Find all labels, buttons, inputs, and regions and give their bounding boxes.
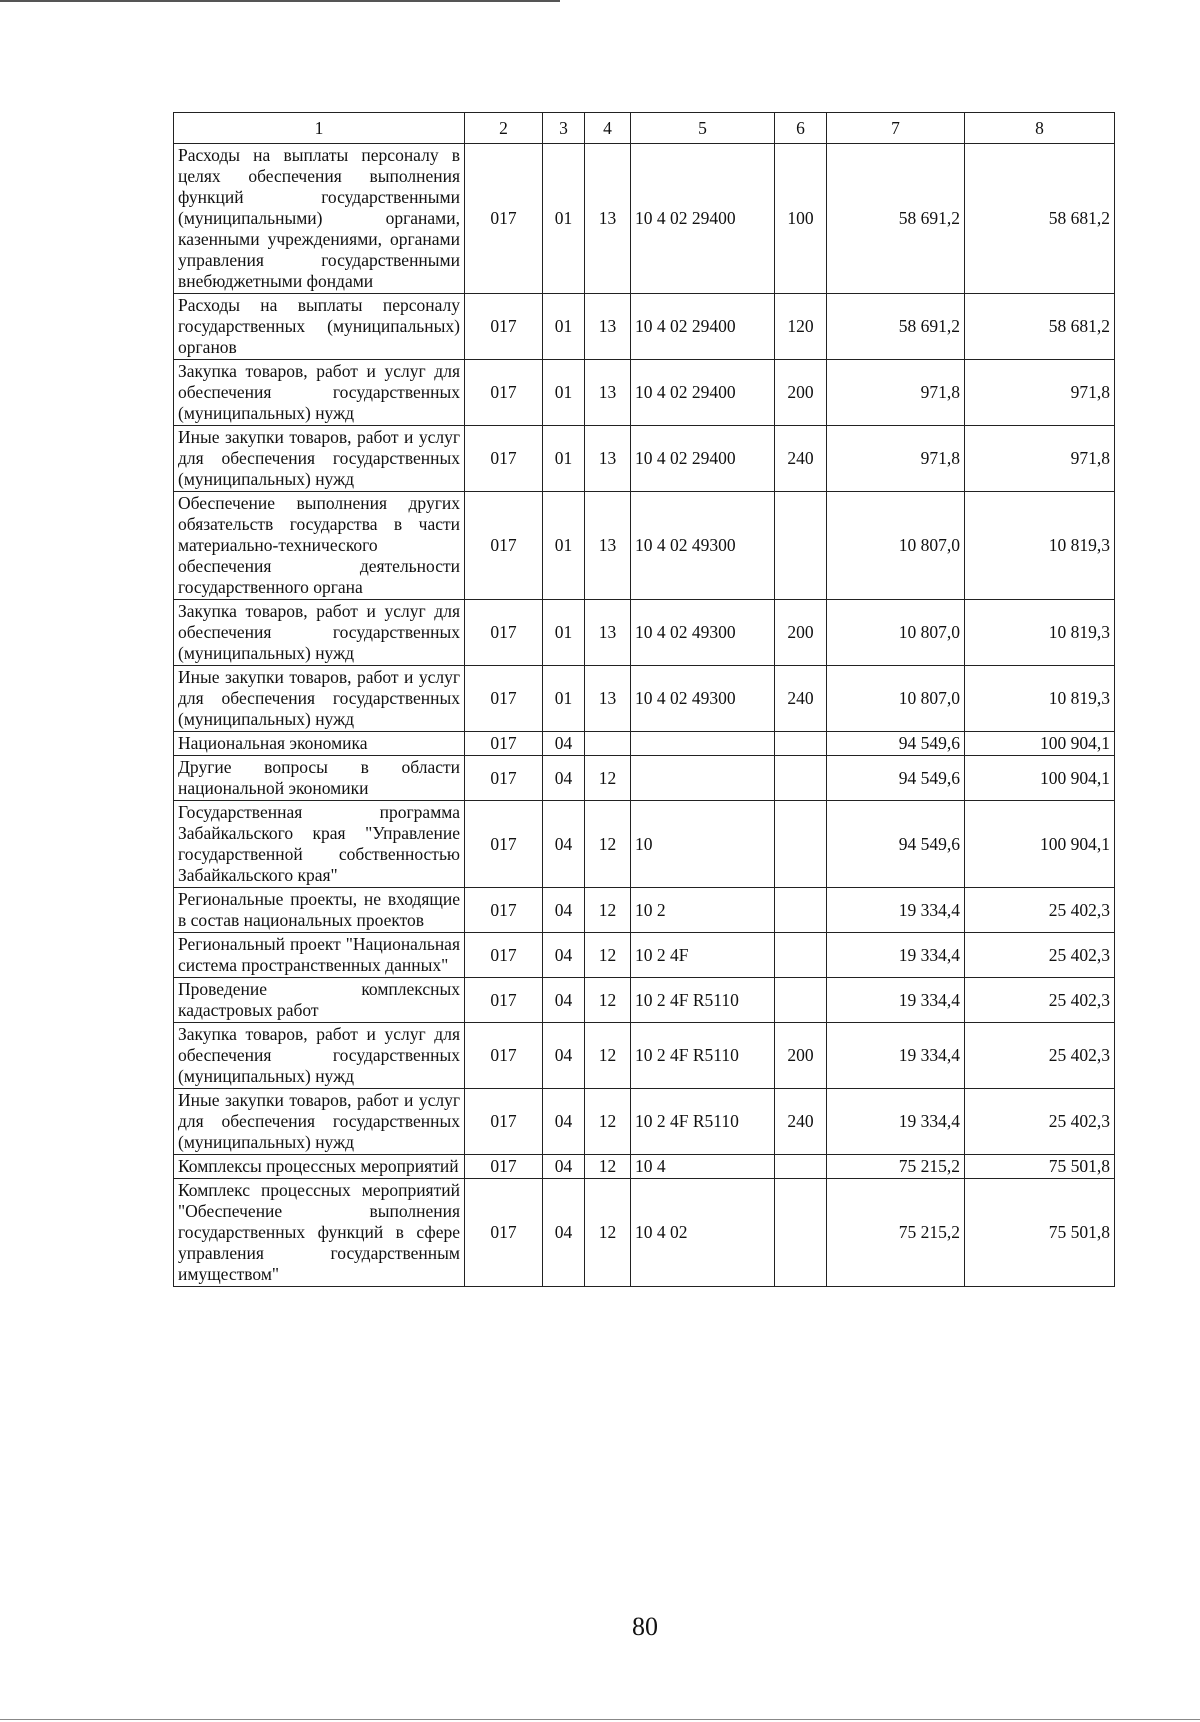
amount-year2-cell: 10 819,3: [965, 666, 1115, 732]
row-name-cell: Государственная программа Забайкальского края "Управление государственной собственностью Забайкальского края": [174, 801, 465, 888]
ministry-code-cell: 017: [465, 426, 543, 492]
row-name-cell: Региональный проект "Национальная система пространственных данных": [174, 933, 465, 978]
amount-year1-cell: 971,8: [827, 360, 965, 426]
amount-year2-cell: 971,8: [965, 426, 1115, 492]
table-row: [174, 801, 1115, 888]
column-header: 2: [465, 113, 543, 144]
target-article-cell: [631, 756, 775, 801]
section-code-cell: 04: [543, 978, 585, 1023]
amount-year1-cell: 75 215,2: [827, 1155, 965, 1179]
target-article-cell: 10 4 02: [631, 1179, 775, 1287]
amount-year1-cell: 94 549,6: [827, 756, 965, 801]
expense-type-cell: [775, 1155, 827, 1179]
table-row: [174, 933, 1115, 978]
subsection-code-cell: 13: [585, 144, 631, 294]
target-article-cell: 10 4 02 29400: [631, 360, 775, 426]
subsection-code-cell: 12: [585, 1023, 631, 1089]
table-row: [174, 360, 1115, 426]
row-name-cell: Закупка товаров, работ и услуг для обеспечения государственных (муниципальных) нужд: [174, 1023, 465, 1089]
target-article-cell: 10 4 02 29400: [631, 144, 775, 294]
expense-type-cell: [775, 933, 827, 978]
section-code-cell: 04: [543, 888, 585, 933]
amount-year1-cell: 94 549,6: [827, 732, 965, 756]
subsection-code-cell: 12: [585, 801, 631, 888]
expense-type-cell: [775, 978, 827, 1023]
ministry-code-cell: 017: [465, 1023, 543, 1089]
target-article-cell: 10 4 02 29400: [631, 426, 775, 492]
table-row: [174, 294, 1115, 360]
amount-year2-cell: 58 681,2: [965, 144, 1115, 294]
subsection-code-cell: 12: [585, 978, 631, 1023]
ministry-code-cell: 017: [465, 933, 543, 978]
row-name-cell: Иные закупки товаров, работ и услуг для обеспечения государственных (муниципальных) нужд: [174, 426, 465, 492]
amount-year1-cell: 58 691,2: [827, 294, 965, 360]
expense-type-cell: [775, 756, 827, 801]
subsection-code-cell: 12: [585, 1155, 631, 1179]
subsection-code-cell: 13: [585, 666, 631, 732]
subsection-code-cell: 13: [585, 600, 631, 666]
amount-year1-cell: 58 691,2: [827, 144, 965, 294]
section-code-cell: 04: [543, 1155, 585, 1179]
table-row: [174, 144, 1115, 294]
subsection-code-cell: [585, 732, 631, 756]
row-name-cell: Закупка товаров, работ и услуг для обеспечения государственных (муниципальных) нужд: [174, 600, 465, 666]
table-row: [174, 888, 1115, 933]
section-code-cell: 04: [543, 801, 585, 888]
amount-year1-cell: 19 334,4: [827, 888, 965, 933]
column-header: 1: [174, 113, 465, 144]
row-name-cell: Другие вопросы в области национальной экономики: [174, 756, 465, 801]
amount-year2-cell: 25 402,3: [965, 978, 1115, 1023]
amount-year1-cell: 10 807,0: [827, 492, 965, 600]
row-name-cell: Проведение комплексных кадастровых работ: [174, 978, 465, 1023]
column-header: 5: [631, 113, 775, 144]
target-article-cell: 10 2 4F: [631, 933, 775, 978]
target-article-cell: 10 2 4F R5110: [631, 978, 775, 1023]
amount-year2-cell: 75 501,8: [965, 1155, 1115, 1179]
section-code-cell: 01: [543, 294, 585, 360]
table-row: [174, 756, 1115, 801]
subsection-code-cell: 12: [585, 756, 631, 801]
table-row: [174, 1179, 1115, 1287]
amount-year1-cell: 75 215,2: [827, 1179, 965, 1287]
section-code-cell: 01: [543, 426, 585, 492]
amount-year2-cell: 10 819,3: [965, 600, 1115, 666]
table-row: [174, 1023, 1115, 1089]
subsection-code-cell: 13: [585, 360, 631, 426]
expense-type-cell: [775, 1179, 827, 1287]
section-code-cell: 04: [543, 732, 585, 756]
target-article-cell: 10 4 02 49300: [631, 492, 775, 600]
row-name-cell: Национальная экономика: [174, 732, 465, 756]
subsection-code-cell: 13: [585, 492, 631, 600]
column-header: 8: [965, 113, 1115, 144]
subsection-code-cell: 12: [585, 888, 631, 933]
amount-year2-cell: 75 501,8: [965, 1179, 1115, 1287]
column-header: 6: [775, 113, 827, 144]
scan-edge-line: [0, 1719, 1200, 1720]
subsection-code-cell: 13: [585, 294, 631, 360]
subsection-code-cell: 12: [585, 933, 631, 978]
expense-type-cell: [775, 732, 827, 756]
table-row: [174, 666, 1115, 732]
expense-type-cell: 100: [775, 144, 827, 294]
target-article-cell: [631, 732, 775, 756]
target-article-cell: 10 4 02 49300: [631, 600, 775, 666]
amount-year2-cell: 25 402,3: [965, 1089, 1115, 1155]
ministry-code-cell: 017: [465, 600, 543, 666]
amount-year1-cell: 94 549,6: [827, 801, 965, 888]
table-row: [174, 426, 1115, 492]
target-article-cell: 10 2: [631, 888, 775, 933]
section-code-cell: 04: [543, 933, 585, 978]
section-code-cell: 01: [543, 600, 585, 666]
row-name-cell: Иные закупки товаров, работ и услуг для обеспечения государственных (муниципальных) нужд: [174, 1089, 465, 1155]
section-code-cell: 01: [543, 360, 585, 426]
section-code-cell: 04: [543, 1179, 585, 1287]
expense-type-cell: 240: [775, 666, 827, 732]
amount-year1-cell: 19 334,4: [827, 933, 965, 978]
amount-year2-cell: 58 681,2: [965, 294, 1115, 360]
ministry-code-cell: 017: [465, 756, 543, 801]
row-name-cell: Расходы на выплаты персоналу государственных (муниципальных) органов: [174, 294, 465, 360]
ministry-code-cell: 017: [465, 978, 543, 1023]
expense-type-cell: 120: [775, 294, 827, 360]
ministry-code-cell: 017: [465, 294, 543, 360]
target-article-cell: 10 4 02 29400: [631, 294, 775, 360]
amount-year1-cell: 19 334,4: [827, 1089, 965, 1155]
table-row: [174, 600, 1115, 666]
table-row: [174, 1089, 1115, 1155]
ministry-code-cell: 017: [465, 666, 543, 732]
row-name-cell: Расходы на выплаты персоналу в целях обеспечения выполнения функций государственными (муниципальными) органами, казенными учреждениями, органами управления государственными внебюджетными фондами: [174, 144, 465, 294]
amount-year1-cell: 19 334,4: [827, 978, 965, 1023]
target-article-cell: 10 2 4F R5110: [631, 1023, 775, 1089]
column-header: 4: [585, 113, 631, 144]
budget-table: [173, 112, 1115, 1287]
row-name-cell: Обеспечение выполнения других обязательств государства в части материально-технического обеспечения деятельности государственного органа: [174, 492, 465, 600]
ministry-code-cell: 017: [465, 732, 543, 756]
amount-year2-cell: 100 904,1: [965, 732, 1115, 756]
table-row: [174, 1155, 1115, 1179]
amount-year1-cell: 971,8: [827, 426, 965, 492]
ministry-code-cell: 017: [465, 801, 543, 888]
ministry-code-cell: 017: [465, 144, 543, 294]
subsection-code-cell: 13: [585, 426, 631, 492]
amount-year2-cell: 100 904,1: [965, 801, 1115, 888]
ministry-code-cell: 017: [465, 1089, 543, 1155]
scan-edge-line: [0, 0, 560, 2]
section-code-cell: 04: [543, 1089, 585, 1155]
expense-type-cell: 200: [775, 360, 827, 426]
expense-type-cell: [775, 888, 827, 933]
amount-year2-cell: 971,8: [965, 360, 1115, 426]
amount-year1-cell: 19 334,4: [827, 1023, 965, 1089]
expense-type-cell: 200: [775, 1023, 827, 1089]
row-name-cell: Закупка товаров, работ и услуг для обеспечения государственных (муниципальных) нужд: [174, 360, 465, 426]
row-name-cell: Региональные проекты, не входящие в состав национальных проектов: [174, 888, 465, 933]
section-code-cell: 01: [543, 666, 585, 732]
section-code-cell: 04: [543, 756, 585, 801]
target-article-cell: 10: [631, 801, 775, 888]
row-name-cell: Комплекс процессных мероприятий "Обеспечение выполнения государственных функций в сфере управления государственным имуществом": [174, 1179, 465, 1287]
table-row: [174, 732, 1115, 756]
amount-year1-cell: 10 807,0: [827, 600, 965, 666]
amount-year2-cell: 100 904,1: [965, 756, 1115, 801]
ministry-code-cell: 017: [465, 1155, 543, 1179]
amount-year2-cell: 25 402,3: [965, 888, 1115, 933]
expense-type-cell: 240: [775, 1089, 827, 1155]
column-header: 7: [827, 113, 965, 144]
ministry-code-cell: 017: [465, 360, 543, 426]
target-article-cell: 10 2 4F R5110: [631, 1089, 775, 1155]
expense-type-cell: 240: [775, 426, 827, 492]
subsection-code-cell: 12: [585, 1179, 631, 1287]
amount-year1-cell: 10 807,0: [827, 666, 965, 732]
table-header-row: [174, 113, 1115, 144]
ministry-code-cell: 017: [465, 1179, 543, 1287]
expense-type-cell: 200: [775, 600, 827, 666]
target-article-cell: 10 4: [631, 1155, 775, 1179]
amount-year2-cell: 25 402,3: [965, 1023, 1115, 1089]
column-header: 3: [543, 113, 585, 144]
section-code-cell: 01: [543, 144, 585, 294]
ministry-code-cell: 017: [465, 492, 543, 600]
section-code-cell: 01: [543, 492, 585, 600]
row-name-cell: Комплексы процессных мероприятий: [174, 1155, 465, 1179]
page-number: 80: [632, 1612, 658, 1641]
table-row: [174, 978, 1115, 1023]
subsection-code-cell: 12: [585, 1089, 631, 1155]
amount-year2-cell: 25 402,3: [965, 933, 1115, 978]
table-row: [174, 492, 1115, 600]
expense-type-cell: [775, 492, 827, 600]
section-code-cell: 04: [543, 1023, 585, 1089]
expense-type-cell: [775, 801, 827, 888]
row-name-cell: Иные закупки товаров, работ и услуг для обеспечения государственных (муниципальных) нужд: [174, 666, 465, 732]
target-article-cell: 10 4 02 49300: [631, 666, 775, 732]
ministry-code-cell: 017: [465, 888, 543, 933]
amount-year2-cell: 10 819,3: [965, 492, 1115, 600]
